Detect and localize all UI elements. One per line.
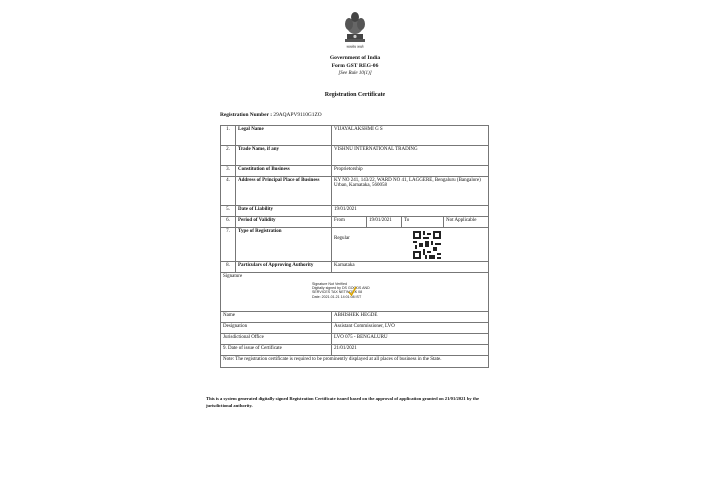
row-number: 8. [221, 262, 236, 273]
row-label: Particulars of Approving Authority [236, 262, 332, 273]
table-row [221, 345, 489, 356]
signature-check-icon [348, 286, 357, 297]
row-label: Type of Registration [236, 228, 332, 262]
rule-reference: [See Rule 10(1)] [338, 71, 372, 76]
legal-name-value: VIJAYALAKSHMI G S [332, 126, 489, 146]
validity-to-value: Not Applicable [444, 217, 489, 228]
validity-from-value: 19/01/2021 [367, 217, 402, 228]
table-row [221, 262, 489, 273]
jurisdictional-office-value: LVO 075 - BENGALURU [332, 334, 489, 345]
designation-value: Assistant Commissioner, LVO [332, 323, 489, 334]
certificate-table [220, 125, 489, 368]
signature-signer-org: SERVICES TAX NETWORK 08 [312, 290, 363, 295]
emblem-motto: सत्यमेव जयते [346, 45, 364, 49]
registration-type-cell [332, 228, 489, 262]
signature-signer: Digitally signed by DS GOODS AND [312, 286, 370, 291]
signature-date: Date: 2021.01.21 14:01:08 IST [312, 294, 362, 299]
officer-name-value: ABHISHEK HEGDE [332, 312, 489, 323]
form-heading: Form GST REG-06 [331, 63, 379, 69]
registration-number-label: Registration Number : [220, 112, 273, 118]
table-row [221, 217, 489, 228]
row-label: Address of Principal Place of Business [236, 177, 332, 206]
registration-number [220, 112, 322, 118]
table-row [221, 146, 489, 166]
certificate-title: Registration Certificate [324, 92, 386, 98]
row-label: Date of Liability [236, 206, 332, 217]
table-row [221, 206, 489, 217]
trade-name-value: VISHNU INTERNATIONAL TRADING [332, 146, 489, 166]
address-value: KY NO 241, 143/22, WARD NO 41, LAGGERE, Bengaluru (Bangalore) Urban, Karnataka, 560058 [332, 177, 489, 206]
table-row [221, 228, 489, 262]
approving-authority-value: Karnataka [332, 262, 489, 273]
issue-date-label: 9. Date of issue of Certificate [221, 345, 332, 356]
validity-from-label: From [332, 217, 367, 228]
liability-date-value: 19/01/2021 [332, 206, 489, 217]
signature-status: Signature Not Verified [312, 282, 347, 286]
row-label: Legal Name [236, 126, 332, 146]
officer-name-label: Name [221, 312, 332, 323]
table-row [221, 312, 489, 323]
qr-code-icon [413, 231, 441, 259]
table-row [221, 334, 489, 345]
row-label: Trade Name, if any [236, 146, 332, 166]
constitution-value: Proprietorship [332, 166, 489, 177]
row-number: 1. [221, 126, 236, 146]
note-row [221, 356, 489, 368]
note-text: Note: The registration certificate is required to be prominently displayed at all places of business in the State. [221, 356, 489, 368]
table-row [221, 166, 489, 177]
government-heading: Government of India [329, 55, 381, 61]
registration-type-value: Regular [334, 236, 350, 241]
issue-date-value: 21/01/2021 [332, 345, 489, 356]
table-row [221, 177, 489, 206]
row-number: 2. [221, 146, 236, 166]
row-number: 6. [221, 217, 236, 228]
signature-label: Signature [221, 273, 489, 312]
table-row [221, 126, 489, 146]
registration-number-value: 29AQAPV9110G1ZO [273, 112, 322, 118]
designation-label: Designation [221, 323, 332, 334]
digital-signature-block [312, 282, 370, 299]
validity-to-label: To [402, 217, 444, 228]
row-number: 4. [221, 177, 236, 206]
footer-statement: This is a system generated digitally signed Registration Certificate issued based on the approval of application granted on 21/01/2021 by the jurisdictional authority. [206, 396, 479, 408]
row-label: Period of Validity [236, 217, 332, 228]
row-number: 3. [221, 166, 236, 177]
row-number: 7. [221, 228, 236, 262]
jurisdictional-office-label: Jurisdictional Office [221, 334, 332, 345]
row-number: 5. [221, 206, 236, 217]
table-row [221, 323, 489, 334]
row-label: Constitution of Business [236, 166, 332, 177]
